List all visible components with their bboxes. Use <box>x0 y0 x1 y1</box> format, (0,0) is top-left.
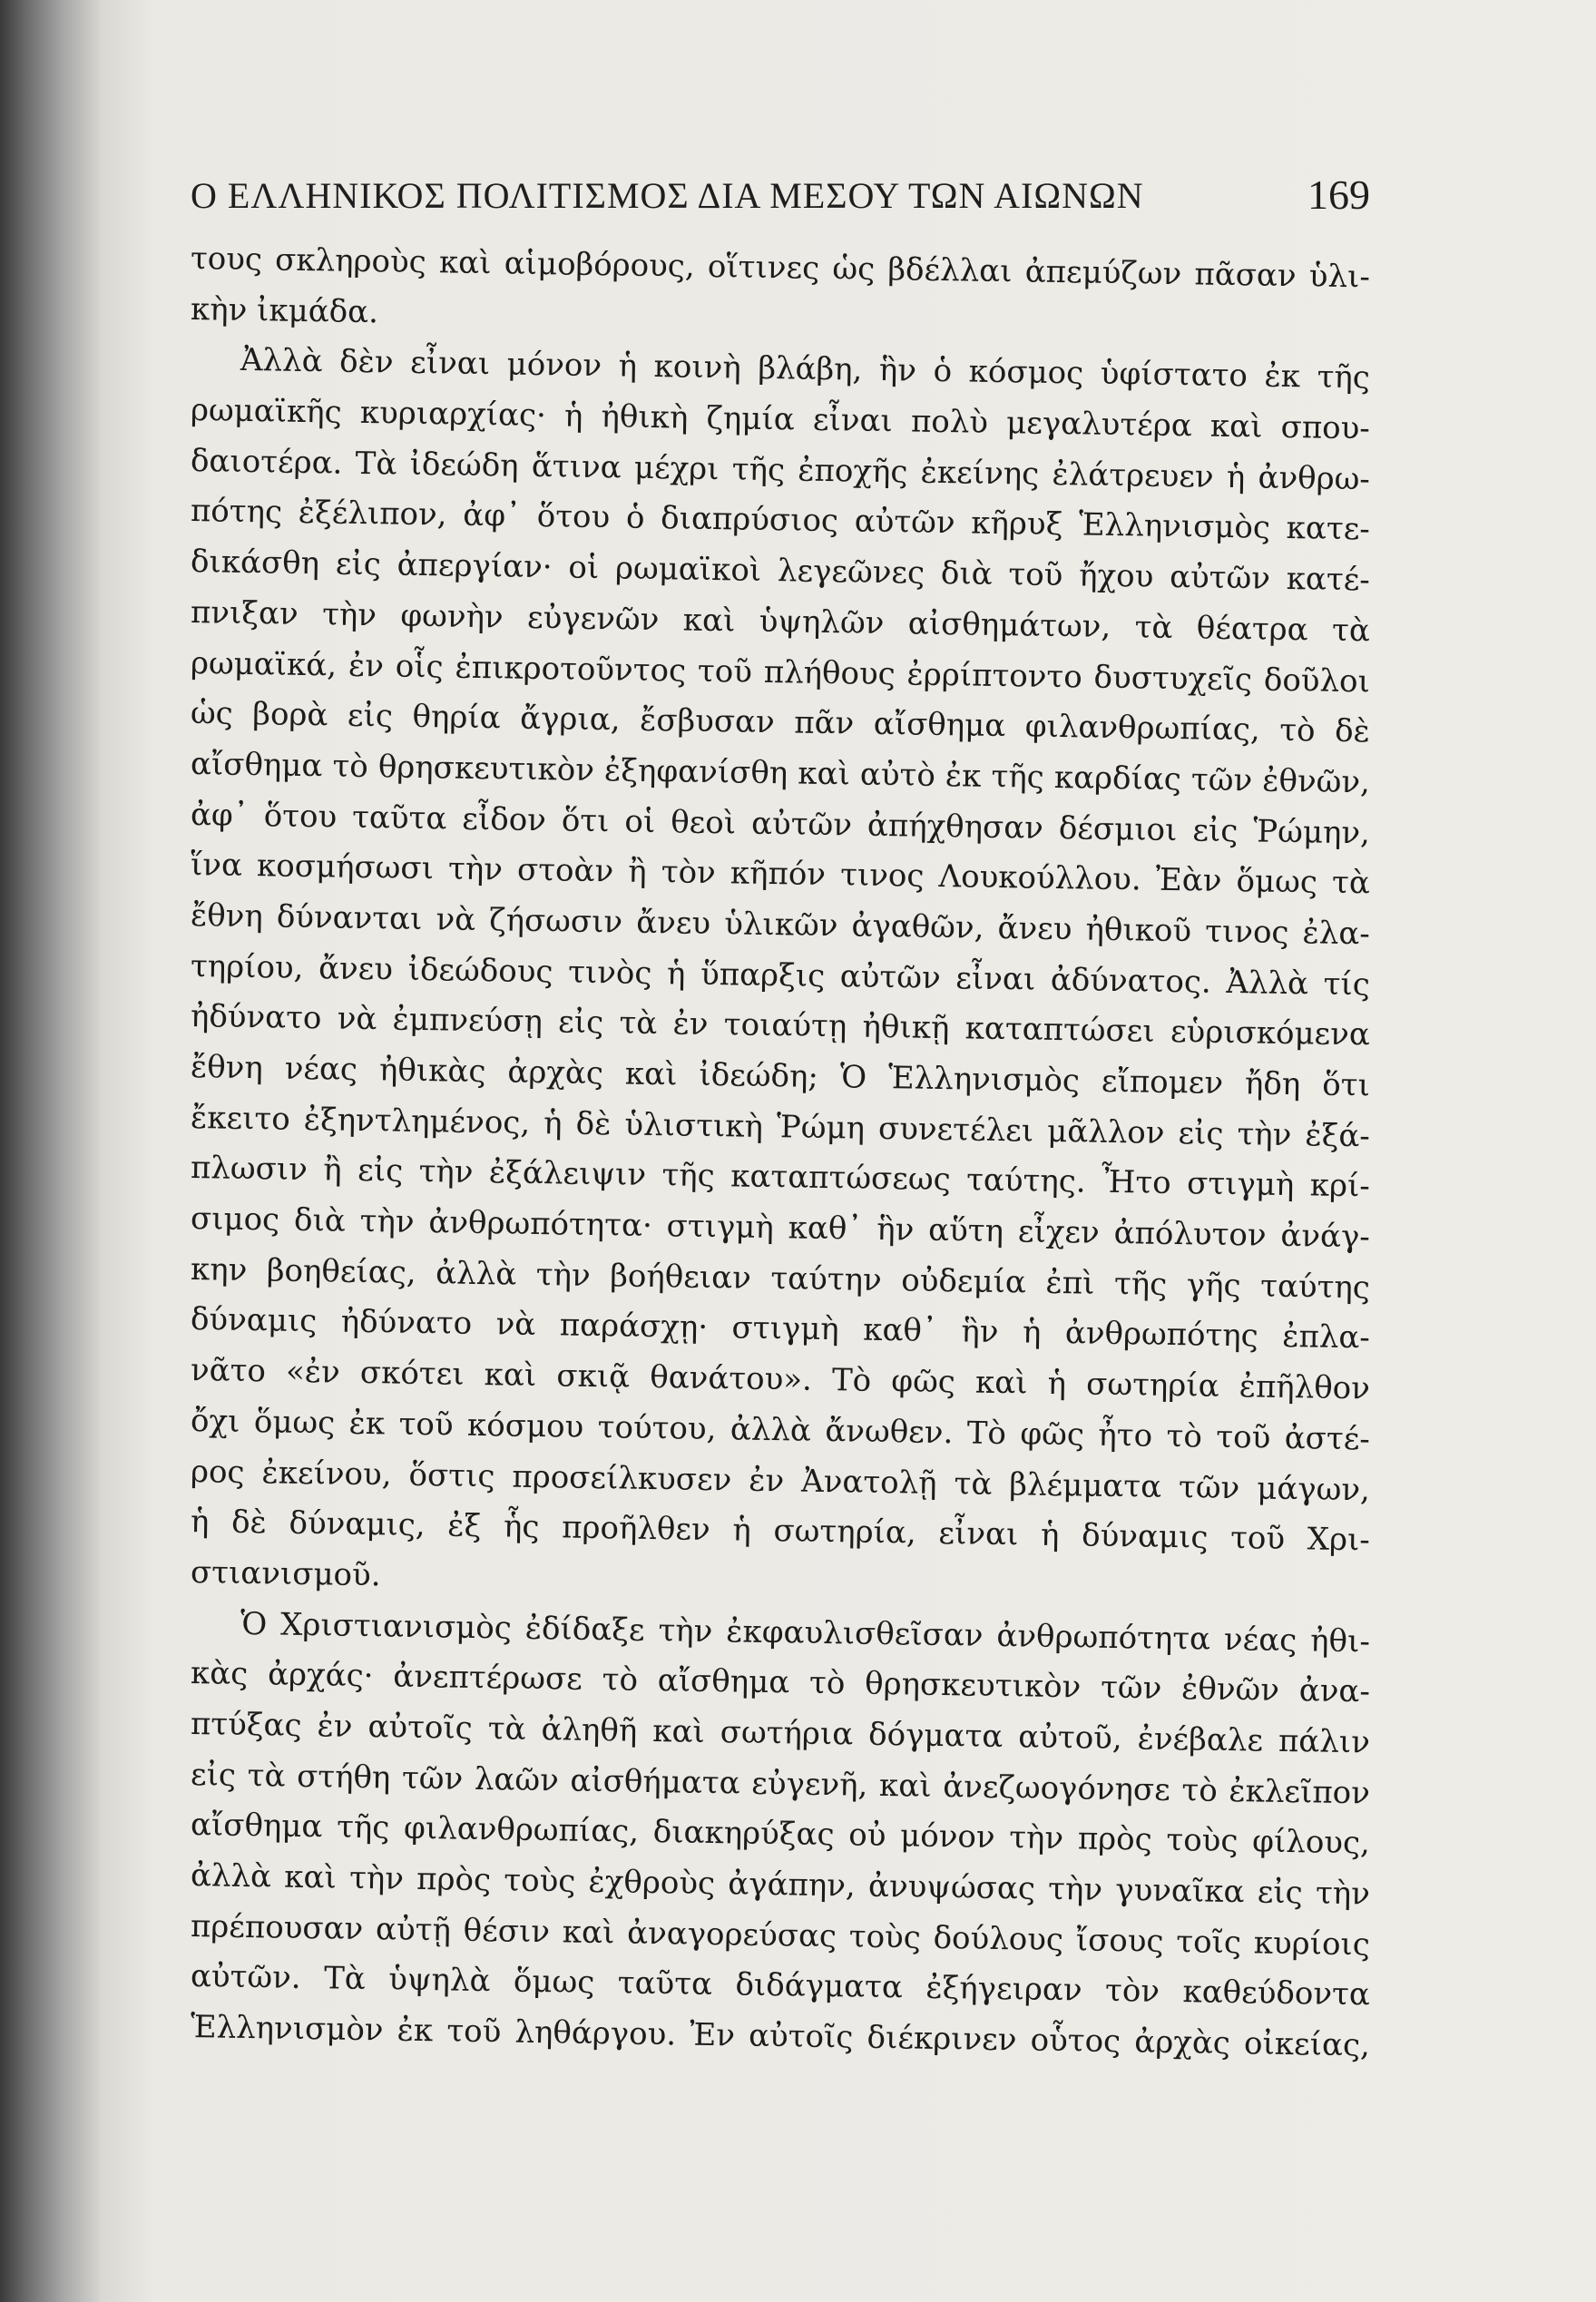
text-line: ὡς βορὰ εἰς θηρία ἄγρια, ἔσβυσαν πᾶν αἴσθημα φιλανθρωπίας, τὸ δὲ <box>190 695 1371 750</box>
text-line: ἀφ᾽ ὅτου ταῦτα εἶδον ὅτι οἱ θεοὶ αὐτῶν ἀπήχθησαν δέσμιοι εἰς Ῥώμην, <box>190 796 1371 851</box>
text-line: ρωμαϊκῆς κυριαρχίας· ἡ ἠθικὴ ζημία εἶναι πολὺ μεγαλυτέρα καὶ σπου- <box>190 392 1371 447</box>
text-line: ἔθνη νέας ἠθικὰς ἀρχὰς καὶ ἰδεώδη; Ὁ Ἑλληνισμὸς εἴπομεν ἤδη ὅτι <box>190 1049 1371 1104</box>
text-line: δαιοτέρα. Τὰ ἰδεώδη ἅτινα μέχρι τῆς ἐποχῆς ἐκείνης ἐλάτρευεν ἡ ἀνθρω- <box>190 442 1371 498</box>
text-line: ρωμαϊκά, ἐν οἷς ἐπικροτοῦντος τοῦ πλήθους ἐρρίπτοντο δυστυχεῖς δοῦλοι <box>190 644 1371 700</box>
paragraph-start-line: Ὁ Χριστιανισμὸς ἐδίδαξε τὴν ἐκφαυλισθεῖσαν ἀνθρωπότητα νέας ἠθι- <box>240 1605 1371 1660</box>
text-line: ἠδύνατο νὰ ἐμπνεύσῃ εἰς τὰ ἐν τοιαύτῃ ἠθικῇ καταπτώσει εὑρισκόμενα <box>190 998 1371 1053</box>
running-title: Ο ΕΛΛΗΝΙΚΟΣ ΠΟΛΙΤΙΣΜΟΣ ΔΙΑ ΜΕΣΟΥ ΤΩΝ ΑΙΩΝΩΝ <box>191 175 1144 216</box>
text-line: ἡ δὲ δύναμις, ἐξ ἧς προῆλθεν ἡ σωτηρία, εἶναι ἡ δύναμις τοῦ Χρι- <box>190 1504 1371 1559</box>
page-number: 169 <box>1307 171 1370 218</box>
text-line: ἀλλὰ καὶ τὴν πρὸς τοὺς ἐχθροὺς ἀγάπην, ἀνυψώσας τὴν γυναῖκα εἰς τὴν <box>190 1857 1371 1913</box>
text-line: κην βοηθείας, ἀλλὰ τὴν βοήθειαν ταύτην οὐδεμία ἐπὶ τῆς γῆς ταύτης <box>190 1250 1371 1307</box>
text-line: σιμος διὰ τὴν ἀνθρωπότητα· στιγμὴ καθ᾽ ἣν αὕτη εἶχεν ἀπόλυτον ἀνάγ- <box>190 1200 1371 1256</box>
text-line: ἔκειτο ἐξηντλημένος, ἡ δὲ ὑλιστικὴ Ῥώμη συνετέλει μᾶλλον εἰς τὴν ἐξά- <box>190 1099 1371 1155</box>
text-line: ἵνα κοσμήσωσι τὴν στοὰν ἢ τὸν κῆπόν τινος Λουκούλλου. Ἐὰν ὅμως τὰ <box>190 847 1371 902</box>
text-line: ρος ἐκείνου, ὅστις προσείλκυσεν ἐν Ἀνατολῇ τὰ βλέμματα τῶν μάγων, <box>190 1453 1371 1508</box>
paragraph-start-line: Ἀλλὰ δὲν εἶναι μόνον ἡ κοινὴ βλάβη, ἣν ὁ κόσμος ὑφίστατο ἐκ τῆς <box>240 342 1371 397</box>
text-line: πνιξαν τὴν φωνὴν εὐγενῶν καὶ ὑψηλῶν αἰσθημάτων, τὰ θέατρα τὰ <box>190 593 1371 650</box>
text-line: πτύξας ἐν αὐτοῖς τὰ ἀληθῆ καὶ σωτήρια δόγματα αὐτοῦ, ἐνέβαλε πάλιν <box>190 1705 1371 1761</box>
text-line: νᾶτο «ἐν σκότει καὶ σκιᾷ θανάτου». Τὸ φῶς καὶ ἡ σωτηρία ἐπῆλθον <box>190 1352 1371 1407</box>
text-line: δικάσθη εἰς ἀπεργίαν· οἱ ρωμαϊκοὶ λεγεῶνες διὰ τοῦ ἤχου αὐτῶν κατέ- <box>190 544 1371 599</box>
body-text <box>190 234 1371 2064</box>
text-line: πλωσιν ἢ εἰς τὴν ἐξάλειψιν τῆς καταπτώσεως ταύτης. Ἦτο στιγμὴ κρί- <box>190 1150 1371 1205</box>
text-line: δύναμις ἠδύνατο νὰ παράσχῃ· στιγμὴ καθ᾽ ἣν ἡ ἀνθρωπότης ἐπλα- <box>190 1301 1371 1357</box>
text-line: αὐτῶν. Τὰ ὑψηλὰ ὅμως ταῦτα διδάγματα ἐξήγειραν τὸν καθεύδοντα <box>190 1958 1371 2013</box>
text-line: κὴν ἰκμάδα. <box>190 290 379 330</box>
text-line: τους σκληροὺς καὶ αἱμοβόρους, οἵτινες ὡς βδέλλαι ἀπεμύζων πᾶσαν ὑλι- <box>190 240 1371 296</box>
text-line: τηρίου, ἄνευ ἰδεώδους τινὸς ἡ ὕπαρξις αὐτῶν εἶναι ἀδύνατος. Ἀλλὰ τίς <box>190 947 1371 1004</box>
text-line: εἰς τὰ στήθη τῶν λαῶν αἰσθήματα εὐγενῆ, καὶ ἀνεζωογόνησε τὸ ἐκλεῖπον <box>190 1756 1371 1812</box>
text-line: Ἑλληνισμὸν ἐκ τοῦ ληθάργου. Ἐν αὐτοῖς διέκρινεν οὗτος ἀρχὰς οἰκείας, <box>190 2009 1371 2064</box>
book-spine-shadow <box>0 0 100 2302</box>
text-line: αἴσθημα τῆς φιλανθρωπίας, διακηρύξας οὐ μόνον τὴν πρὸς τοὺς φίλους, <box>190 1807 1371 1862</box>
text-line: ἔθνη δύνανται νὰ ζήσωσιν ἄνευ ὑλικῶν ἀγαθῶν, ἄνευ ἠθικοῦ τινος ἐλα- <box>190 896 1371 953</box>
text-line: κὰς ἀρχάς· ἀνεπτέρωσε τὸ αἴσθημα τὸ θρησκευτικὸν τῶν ἐθνῶν ἀνα- <box>190 1655 1371 1710</box>
text-line: αἴσθημα τὸ θρησκευτικὸν ἐξηφανίσθη καὶ αὐτὸ ἐκ τῆς καρδίας τῶν ἐθνῶν, <box>190 745 1371 801</box>
page-header <box>191 163 1370 227</box>
text-line: πρέπουσαν αὐτῇ θέσιν καὶ ἀναγορεύσας τοὺς δούλους ἴσους τοῖς κυρίοις <box>190 1907 1371 1964</box>
text-line: πότης ἐξέλιπον, ἀφ᾽ ὅτου ὁ διαπρύσιος αὐτῶν κῆρυξ Ἑλληνισμὸς κατε- <box>190 493 1371 548</box>
text-line: ὄχι ὅμως ἐκ τοῦ κόσμου τούτου, ἀλλὰ ἄνωθεν. Τὸ φῶς ἦτο τὸ τοῦ ἀστέ- <box>190 1402 1371 1458</box>
text-line: στιανισμοῦ. <box>190 1553 381 1594</box>
